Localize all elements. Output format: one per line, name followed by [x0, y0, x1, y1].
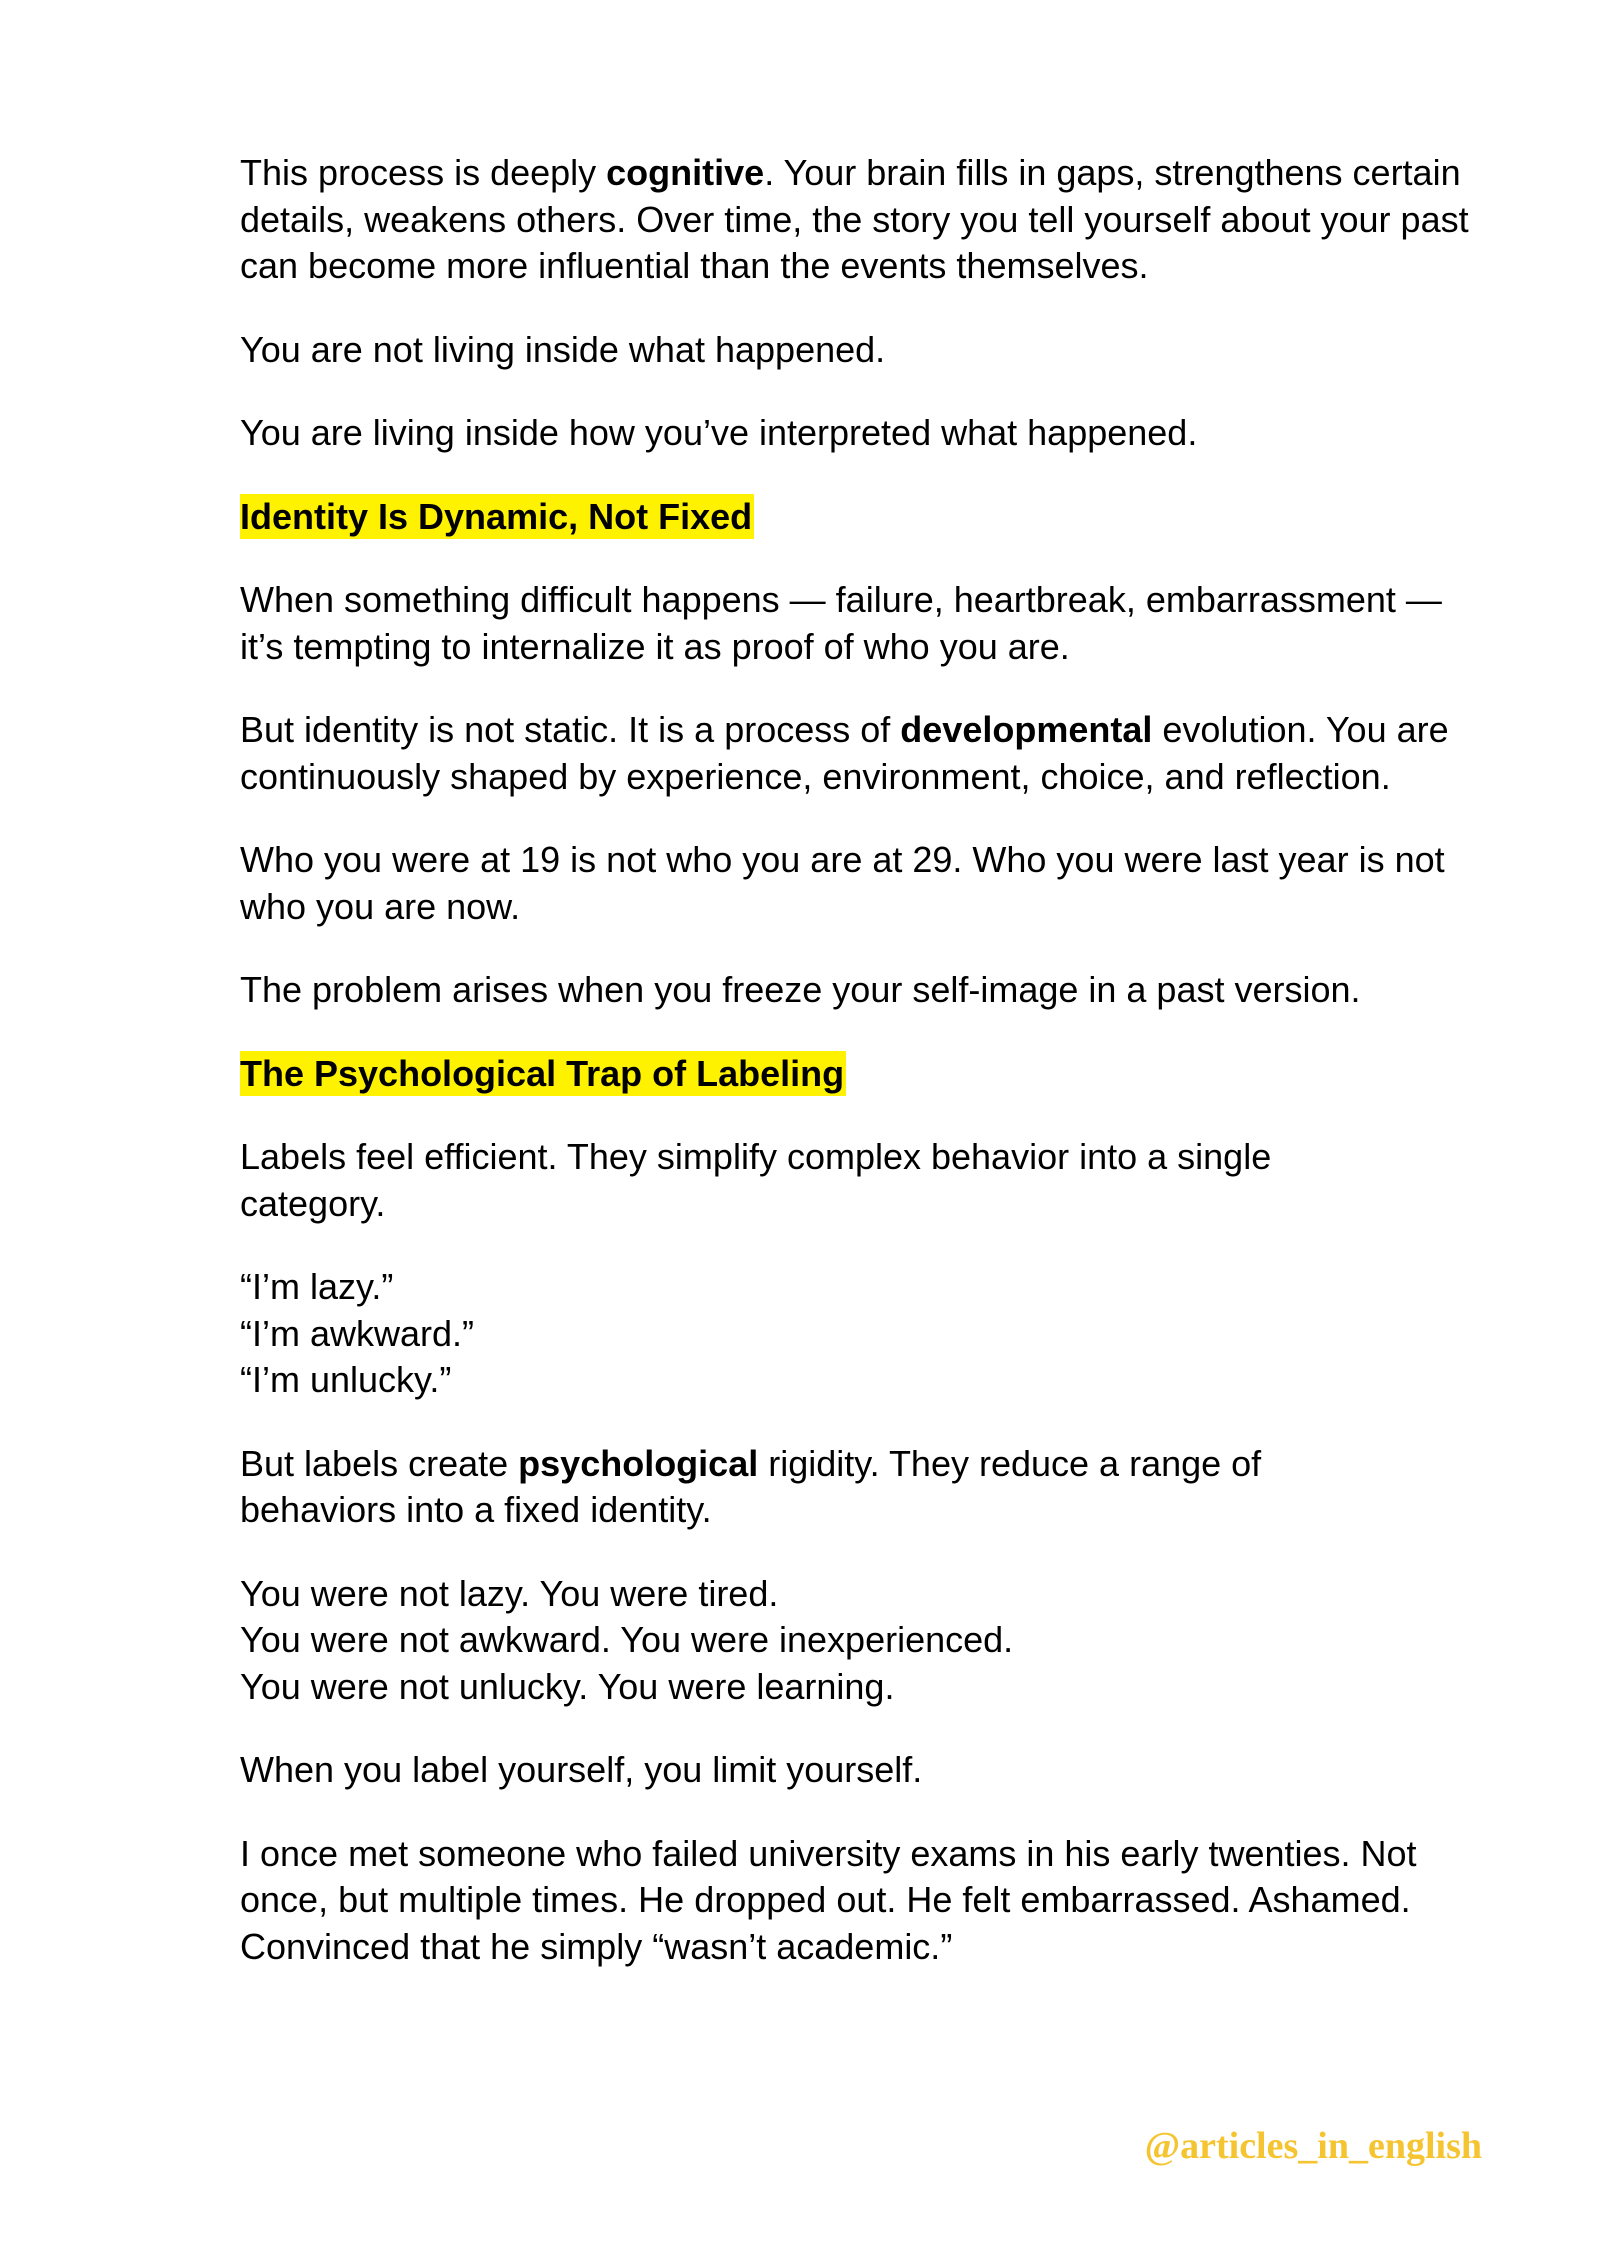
watermark-handle: @articles_in_english — [1144, 2125, 1482, 2167]
paragraph: When you label yourself, you limit yourself. — [240, 1749, 923, 1790]
quote-line: “I’m unlucky.” — [240, 1359, 452, 1400]
reframe-line: You were not awkward. You were inexperienced. — [240, 1619, 1014, 1660]
section-heading — [240, 494, 1500, 541]
quote-list — [240, 1264, 1500, 1404]
paragraph: When something difficult happens — failure, heartbreak, embarrassment — it’s tempting to internalize it as proof of who you are. — [240, 579, 1442, 667]
paragraph-cognitive: This process is deeply cognitive. Your brain fills in gaps, strengthens certain details, weakens others. Over time, the story you tell yourself about your past can become more influential than the events themselves. — [240, 152, 1469, 286]
bold-term: cognitive — [606, 152, 765, 193]
paragraph: You are not living inside what happened. — [240, 328, 886, 370]
bold-term: psychological — [518, 1442, 759, 1484]
heading-highlight: Identity Is Dynamic, Not Fixed — [240, 495, 753, 537]
section-heading — [240, 1051, 1500, 1098]
paragraph: I once met someone who failed university exams in his early twenties. Not once, but multiple times. He dropped out. He felt embarrassed. Ashamed. Convinced that he simply “wasn’t academic.” — [240, 1832, 1417, 1967]
reframe-line: You were not lazy. You were tired. — [240, 1572, 779, 1614]
reframe-list — [240, 1571, 1500, 1711]
paragraph: The problem arises when you freeze your self-image in a past version. — [240, 969, 1361, 1010]
heading-highlight: The Psychological Trap of Labeling — [240, 1052, 845, 1094]
paragraph-developmental: But identity is not static. It is a process of developmental evolution. You are continuously shaped by experience, environment, choice, and reflection. — [240, 709, 1449, 797]
bold-term: developmental — [900, 709, 1153, 750]
paragraph: Who you were at 19 is not who you are at 29. Who you were last year is not who you are now. — [240, 839, 1445, 927]
paragraph: You are living inside how you’ve interpreted what happened. — [240, 412, 1198, 453]
quote-line: “I’m lazy.” — [240, 1266, 394, 1307]
document-body — [240, 150, 1500, 2007]
paragraph-psychological: But labels create psychological rigidity. They reduce a range of behaviors into a fixed identity. — [240, 1442, 1262, 1530]
paragraph: Labels feel efficient. They simplify complex behavior into a single category. — [240, 1136, 1272, 1224]
reframe-line: You were not unlucky. You were learning. — [240, 1665, 895, 1707]
quote-line: “I’m awkward.” — [240, 1312, 475, 1354]
